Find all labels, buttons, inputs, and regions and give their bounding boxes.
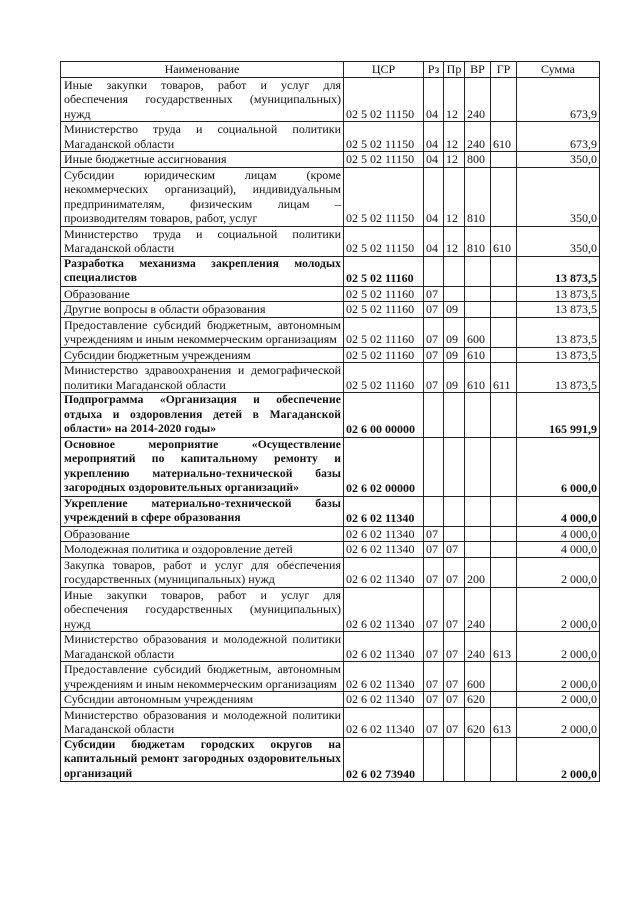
cell-csr: 02 6 02 11340 bbox=[344, 632, 424, 662]
cell-csr: 02 6 02 73940 bbox=[344, 737, 424, 782]
cell-sum: 2 000,0 bbox=[517, 692, 600, 708]
table-row bbox=[61, 707, 600, 737]
table-row bbox=[61, 496, 600, 526]
cell-gr bbox=[491, 542, 517, 558]
cell-pr bbox=[444, 526, 465, 542]
cell-pr bbox=[444, 496, 465, 526]
cell-rz: 07 bbox=[424, 317, 444, 347]
cell-name: Министерство образования и молодежной политики Магаданской области bbox=[61, 632, 344, 662]
cell-name: Образование bbox=[61, 526, 344, 542]
cell-vr: 240 bbox=[465, 587, 491, 632]
cell-gr bbox=[491, 526, 517, 542]
cell-rz: 04 bbox=[424, 226, 444, 256]
table-row bbox=[61, 256, 600, 286]
cell-pr bbox=[444, 393, 465, 438]
cell-name: Образование bbox=[61, 286, 344, 302]
cell-sum: 6 000,0 bbox=[517, 437, 600, 496]
cell-csr: 02 5 02 11150 bbox=[344, 167, 424, 226]
cell-vr bbox=[465, 542, 491, 558]
cell-vr: 610 bbox=[465, 363, 491, 393]
cell-name: Предоставление субсидий бюджетным, автономным учреждениям и иным некоммерческим организациям bbox=[61, 662, 344, 692]
cell-rz bbox=[424, 737, 444, 782]
table-body bbox=[61, 77, 600, 782]
cell-name: Подпрограмма «Организация и обеспечение отдыха и оздоровления детей в Магаданской области» на 2014-2020 годы» bbox=[61, 393, 344, 438]
cell-rz bbox=[424, 437, 444, 496]
cell-sum: 4 000,0 bbox=[517, 526, 600, 542]
header-rz: Рз bbox=[424, 62, 444, 78]
cell-gr: 613 bbox=[491, 707, 517, 737]
header-row bbox=[61, 62, 600, 78]
cell-pr: 07 bbox=[444, 692, 465, 708]
cell-csr: 02 5 02 11150 bbox=[344, 77, 424, 122]
cell-name: Иные закупки товаров, работ и услуг для обеспечения государственных (муниципальных) нужд bbox=[61, 77, 344, 122]
cell-vr bbox=[465, 302, 491, 318]
cell-pr bbox=[444, 437, 465, 496]
cell-gr bbox=[491, 302, 517, 318]
cell-name: Субсидии бюджетным учреждениям bbox=[61, 347, 344, 363]
cell-vr bbox=[465, 286, 491, 302]
header-pr: Пр bbox=[444, 62, 465, 78]
cell-csr: 02 5 02 11150 bbox=[344, 226, 424, 256]
table-row bbox=[61, 167, 600, 226]
cell-gr bbox=[491, 286, 517, 302]
table-row bbox=[61, 317, 600, 347]
table-row bbox=[61, 393, 600, 438]
cell-name: Субсидии бюджетам городских округов на капитальный ремонт загородных оздоровительных организаций bbox=[61, 737, 344, 782]
cell-rz: 07 bbox=[424, 587, 444, 632]
cell-sum: 673,9 bbox=[517, 77, 600, 122]
cell-pr: 07 bbox=[444, 707, 465, 737]
cell-rz: 07 bbox=[424, 302, 444, 318]
header-gr: ГР bbox=[491, 62, 517, 78]
cell-vr: 240 bbox=[465, 77, 491, 122]
cell-sum: 2 000,0 bbox=[517, 632, 600, 662]
cell-rz bbox=[424, 496, 444, 526]
cell-rz: 07 bbox=[424, 363, 444, 393]
cell-name: Субсидии юридическим лицам (кроме некоммерческих организаций), индивидуальным предпринимателям, физическим лицам – производителям товаров, работ, услуг bbox=[61, 167, 344, 226]
table-row bbox=[61, 542, 600, 558]
cell-rz: 04 bbox=[424, 77, 444, 122]
cell-sum: 13 873,5 bbox=[517, 302, 600, 318]
cell-gr bbox=[491, 77, 517, 122]
cell-rz: 07 bbox=[424, 286, 444, 302]
table-row bbox=[61, 632, 600, 662]
cell-csr: 02 5 02 11160 bbox=[344, 302, 424, 318]
cell-name: Министерство образования и молодежной политики Магаданской области bbox=[61, 707, 344, 737]
cell-csr: 02 6 02 11340 bbox=[344, 496, 424, 526]
cell-pr: 12 bbox=[444, 226, 465, 256]
cell-rz: 07 bbox=[424, 692, 444, 708]
cell-csr: 02 5 02 11160 bbox=[344, 347, 424, 363]
cell-rz: 04 bbox=[424, 122, 444, 152]
cell-sum: 2 000,0 bbox=[517, 737, 600, 782]
cell-sum: 350,0 bbox=[517, 226, 600, 256]
cell-sum: 4 000,0 bbox=[517, 496, 600, 526]
cell-vr bbox=[465, 393, 491, 438]
cell-gr bbox=[491, 496, 517, 526]
table-row bbox=[61, 122, 600, 152]
cell-pr bbox=[444, 737, 465, 782]
table-row bbox=[61, 226, 600, 256]
cell-rz: 07 bbox=[424, 707, 444, 737]
cell-csr: 02 6 02 11340 bbox=[344, 587, 424, 632]
cell-rz: 07 bbox=[424, 526, 444, 542]
cell-name: Основное мероприятие «Осуществление мероприятий по капитальному ремонту и укреплению материально-технической базы загородных оздоровительных организаций» bbox=[61, 437, 344, 496]
cell-csr: 02 5 02 11160 bbox=[344, 363, 424, 393]
table-row bbox=[61, 692, 600, 708]
cell-csr: 02 6 02 00000 bbox=[344, 437, 424, 496]
cell-gr bbox=[491, 152, 517, 168]
cell-sum: 165 991,9 bbox=[517, 393, 600, 438]
cell-vr bbox=[465, 496, 491, 526]
cell-gr bbox=[491, 587, 517, 632]
table-row bbox=[61, 737, 600, 782]
cell-pr: 09 bbox=[444, 317, 465, 347]
cell-pr bbox=[444, 256, 465, 286]
cell-gr bbox=[491, 317, 517, 347]
cell-gr bbox=[491, 737, 517, 782]
cell-vr: 240 bbox=[465, 632, 491, 662]
cell-sum: 13 873,5 bbox=[517, 317, 600, 347]
table-row bbox=[61, 557, 600, 587]
cell-pr: 12 bbox=[444, 152, 465, 168]
cell-vr: 610 bbox=[465, 347, 491, 363]
cell-pr: 09 bbox=[444, 347, 465, 363]
table-row bbox=[61, 286, 600, 302]
table-row bbox=[61, 152, 600, 168]
cell-vr: 620 bbox=[465, 692, 491, 708]
cell-pr: 07 bbox=[444, 542, 465, 558]
cell-rz: 07 bbox=[424, 662, 444, 692]
cell-name: Закупка товаров, работ и услуг для обеспечения государственных (муниципальных) нужд bbox=[61, 557, 344, 587]
cell-rz: 07 bbox=[424, 632, 444, 662]
cell-name: Министерство здравоохранения и демографической политики Магаданской области bbox=[61, 363, 344, 393]
cell-pr: 07 bbox=[444, 557, 465, 587]
cell-csr: 02 5 02 11150 bbox=[344, 152, 424, 168]
cell-gr bbox=[491, 393, 517, 438]
cell-pr: 09 bbox=[444, 302, 465, 318]
cell-gr bbox=[491, 167, 517, 226]
cell-pr: 09 bbox=[444, 363, 465, 393]
cell-name: Министерство труда и социальной политики Магаданской области bbox=[61, 226, 344, 256]
cell-name: Укрепление материально-технической базы учреждений в сфере образования bbox=[61, 496, 344, 526]
cell-sum: 13 873,5 bbox=[517, 286, 600, 302]
cell-csr: 02 6 02 11340 bbox=[344, 526, 424, 542]
cell-rz bbox=[424, 393, 444, 438]
cell-gr bbox=[491, 256, 517, 286]
cell-vr: 810 bbox=[465, 226, 491, 256]
table-row bbox=[61, 347, 600, 363]
cell-rz: 04 bbox=[424, 167, 444, 226]
cell-gr bbox=[491, 662, 517, 692]
cell-gr: 610 bbox=[491, 226, 517, 256]
cell-vr bbox=[465, 526, 491, 542]
cell-vr: 240 bbox=[465, 122, 491, 152]
cell-name: Субсидии автономным учреждениям bbox=[61, 692, 344, 708]
cell-pr: 12 bbox=[444, 122, 465, 152]
cell-vr: 600 bbox=[465, 317, 491, 347]
cell-rz: 07 bbox=[424, 557, 444, 587]
cell-rz bbox=[424, 256, 444, 286]
header-name: Наименование bbox=[61, 62, 344, 78]
cell-pr: 07 bbox=[444, 662, 465, 692]
cell-vr: 200 bbox=[465, 557, 491, 587]
cell-name: Министерство труда и социальной политики Магаданской области bbox=[61, 122, 344, 152]
cell-vr: 620 bbox=[465, 707, 491, 737]
cell-rz: 04 bbox=[424, 152, 444, 168]
cell-gr bbox=[491, 692, 517, 708]
table-row bbox=[61, 526, 600, 542]
budget-table bbox=[60, 61, 600, 782]
cell-gr bbox=[491, 347, 517, 363]
header-vr: ВР bbox=[465, 62, 491, 78]
cell-name: Молодежная политика и оздоровление детей bbox=[61, 542, 344, 558]
cell-sum: 13 873,5 bbox=[517, 347, 600, 363]
cell-sum: 2 000,0 bbox=[517, 587, 600, 632]
cell-csr: 02 6 02 11340 bbox=[344, 707, 424, 737]
cell-sum: 2 000,0 bbox=[517, 662, 600, 692]
header-csr: ЦСР bbox=[344, 62, 424, 78]
cell-rz: 07 bbox=[424, 347, 444, 363]
cell-gr: 611 bbox=[491, 363, 517, 393]
cell-gr bbox=[491, 437, 517, 496]
cell-name: Разработка механизма закрепления молодых специалистов bbox=[61, 256, 344, 286]
cell-gr bbox=[491, 557, 517, 587]
cell-gr: 610 bbox=[491, 122, 517, 152]
cell-name: Иные бюджетные ассигнования bbox=[61, 152, 344, 168]
cell-sum: 2 000,0 bbox=[517, 707, 600, 737]
cell-csr: 02 5 02 11160 bbox=[344, 286, 424, 302]
cell-sum: 13 873,5 bbox=[517, 256, 600, 286]
cell-gr: 613 bbox=[491, 632, 517, 662]
table-row bbox=[61, 363, 600, 393]
cell-vr: 800 bbox=[465, 152, 491, 168]
cell-vr: 810 bbox=[465, 167, 491, 226]
cell-name: Другие вопросы в области образования bbox=[61, 302, 344, 318]
table-row bbox=[61, 587, 600, 632]
cell-sum: 350,0 bbox=[517, 167, 600, 226]
cell-csr: 02 5 02 11150 bbox=[344, 122, 424, 152]
cell-vr bbox=[465, 256, 491, 286]
table-row bbox=[61, 302, 600, 318]
cell-sum: 2 000,0 bbox=[517, 557, 600, 587]
cell-pr: 07 bbox=[444, 587, 465, 632]
cell-sum: 4 000,0 bbox=[517, 542, 600, 558]
header-sum: Сумма bbox=[517, 62, 600, 78]
cell-rz: 07 bbox=[424, 542, 444, 558]
table-row bbox=[61, 437, 600, 496]
cell-sum: 350,0 bbox=[517, 152, 600, 168]
cell-csr: 02 6 02 11340 bbox=[344, 557, 424, 587]
cell-vr: 600 bbox=[465, 662, 491, 692]
cell-csr: 02 5 02 11160 bbox=[344, 317, 424, 347]
cell-vr bbox=[465, 437, 491, 496]
cell-pr: 07 bbox=[444, 632, 465, 662]
cell-csr: 02 6 02 11340 bbox=[344, 692, 424, 708]
cell-csr: 02 6 02 11340 bbox=[344, 662, 424, 692]
cell-csr: 02 6 02 11340 bbox=[344, 542, 424, 558]
cell-csr: 02 6 00 00000 bbox=[344, 393, 424, 438]
cell-vr bbox=[465, 737, 491, 782]
cell-sum: 673,9 bbox=[517, 122, 600, 152]
cell-pr: 12 bbox=[444, 77, 465, 122]
cell-name: Иные закупки товаров, работ и услуг для обеспечения государственных (муниципальных) нужд bbox=[61, 587, 344, 632]
cell-pr: 12 bbox=[444, 167, 465, 226]
cell-pr bbox=[444, 286, 465, 302]
table-row bbox=[61, 77, 600, 122]
cell-sum: 13 873,5 bbox=[517, 363, 600, 393]
cell-csr: 02 5 02 11160 bbox=[344, 256, 424, 286]
table-row bbox=[61, 662, 600, 692]
cell-name: Предоставление субсидий бюджетным, автономным учреждениям и иным некоммерческим организациям bbox=[61, 317, 344, 347]
